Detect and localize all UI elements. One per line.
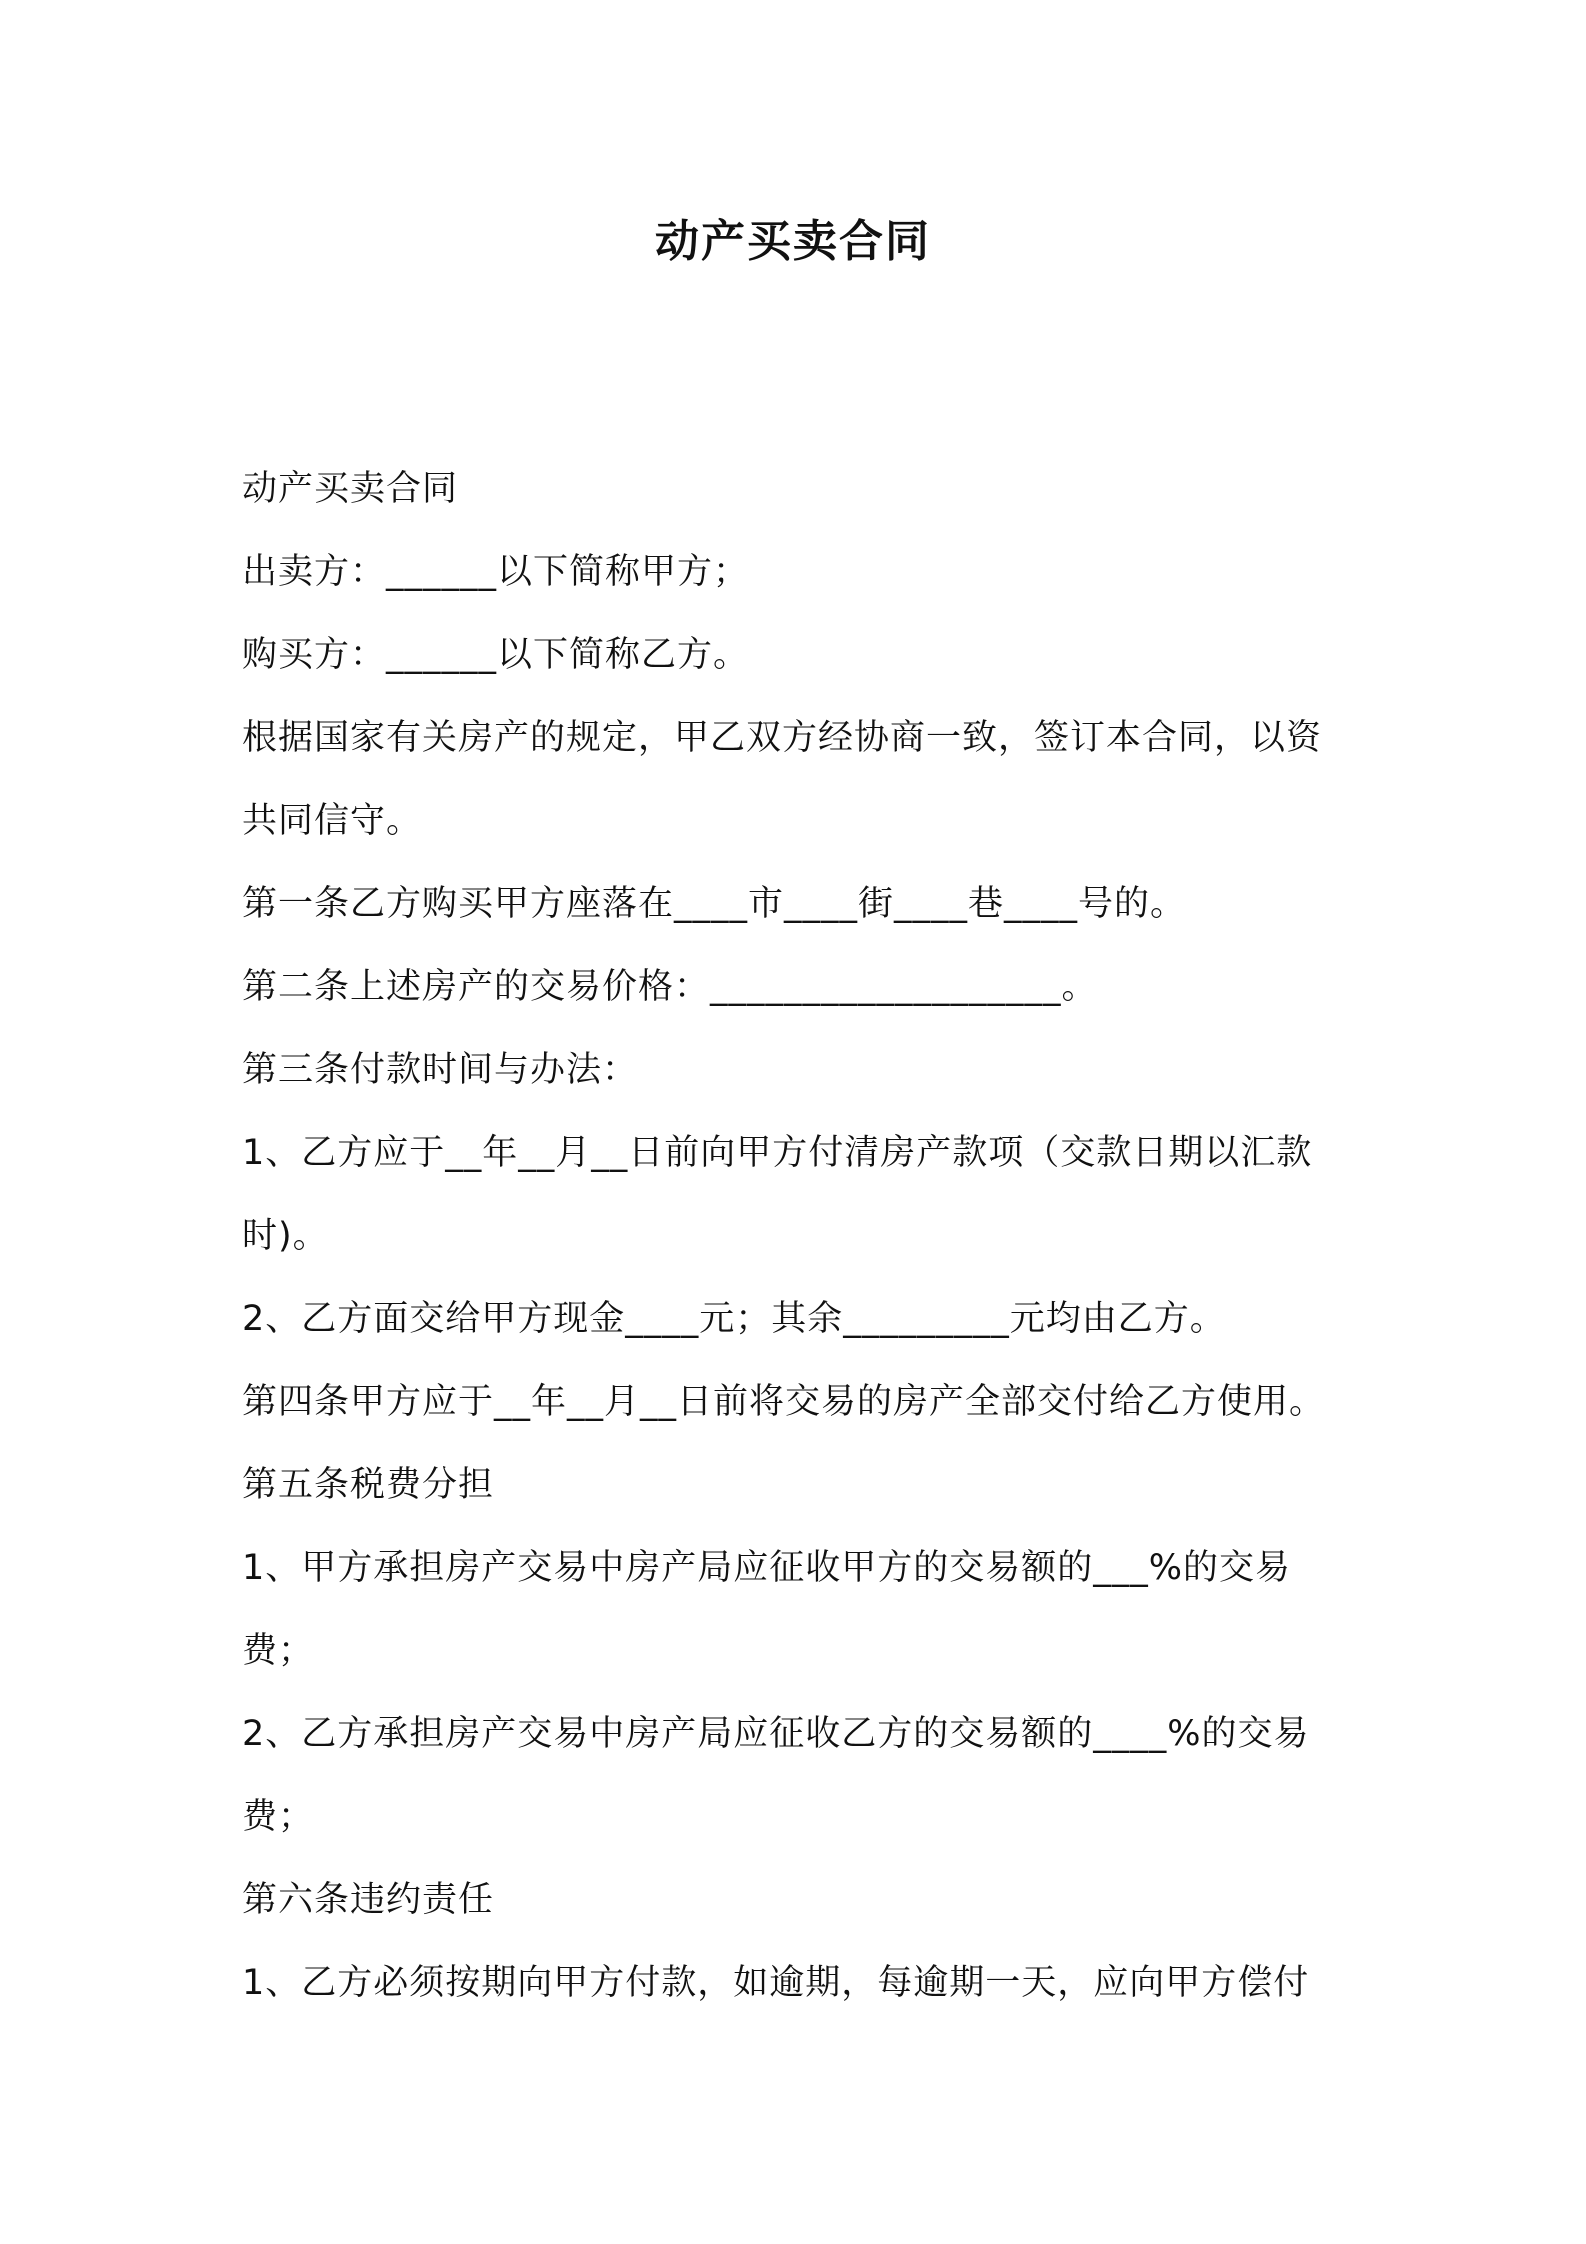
doc-line-8: 第三条付款时间与办法： <box>242 1050 639 1090</box>
doc-line-11: 2、乙方面交给甲方现金____元；其余_________元均由乙方。 <box>242 1299 1226 1339</box>
doc-line-6: 第一条乙方购买甲方座落在____市____街____巷____号的。 <box>242 884 1187 924</box>
doc-line-13: 第五条税费分担 <box>242 1465 495 1505</box>
doc-line-5: 共同信守。 <box>242 801 423 841</box>
doc-line-12: 第四条甲方应于__年__月__日前将交易的房产全部交付给乙方使用。 <box>242 1382 1326 1422</box>
doc-line-10: 时)。 <box>242 1216 329 1256</box>
doc-line-4: 根据国家有关房产的规定，甲乙双方经协商一致，签订本合同，以资 <box>242 718 1323 758</box>
doc-line-18: 第六条违约责任 <box>242 1880 495 1920</box>
doc-line-7: 第二条上述房产的交易价格：___________________。 <box>242 967 1098 1007</box>
doc-line-1: 动产买卖合同 <box>242 469 459 509</box>
document-body <box>242 448 1372 2025</box>
doc-line-16: 2、乙方承担房产交易中房产局应征收乙方的交易额的____%的交易 <box>242 1714 1310 1754</box>
doc-line-3: 购买方：______以下简称乙方。 <box>242 635 750 675</box>
doc-line-2: 出卖方：______以下简称甲方； <box>242 552 750 592</box>
doc-line-17: 费； <box>242 1797 315 1837</box>
document-title: 动产买卖合同 <box>655 216 931 267</box>
doc-line-9: 1、乙方应于__年__月__日前向甲方付清房产款项（交款日期以汇款 <box>242 1133 1313 1173</box>
doc-line-15: 费； <box>242 1631 315 1671</box>
doc-line-19: 1、乙方必须按期向甲方付款，如逾期，每逾期一天，应向甲方偿付 <box>242 1963 1310 2003</box>
doc-line-14: 1、甲方承担房产交易中房产局应征收甲方的交易额的___%的交易 <box>242 1548 1292 1588</box>
